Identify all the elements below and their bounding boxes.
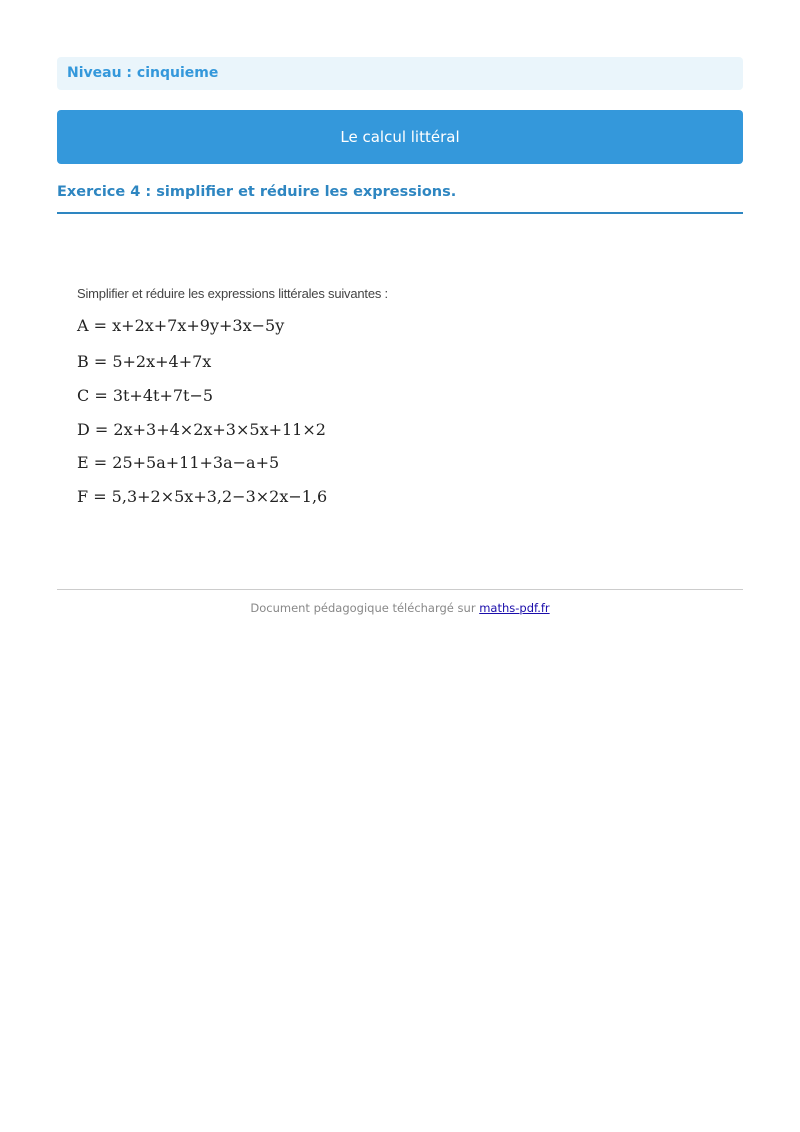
exercise-image [77, 286, 477, 506]
expression-d: D = 2x+3+4×2x+3×5x+11×2 [77, 420, 326, 439]
expression-a: A = x+2x+7x+9y+3x−5y [77, 316, 285, 335]
footer [57, 601, 743, 615]
expression-e: E = 25+5a+11+3a−a+5 [77, 453, 280, 472]
footer-divider [57, 589, 743, 590]
footer-link[interactable]: maths-pdf.fr [479, 601, 550, 615]
exercise-instruction: Simplifier et réduire les expressions littérales suivantes : [77, 286, 388, 301]
page-title: Le calcul littéral [57, 110, 743, 164]
expression-b: B = 5+2x+4+7x [77, 352, 212, 371]
level-banner: Niveau : cinquieme [57, 57, 743, 90]
expression-c: C = 3t+4t+7t−5 [77, 386, 214, 405]
exercise-title: Exercice 4 : simplifier et réduire les expressions. [57, 184, 743, 214]
footer-text: Document pédagogique téléchargé sur [250, 601, 480, 615]
expression-f: F = 5,3+2×5x+3,2−3×2x−1,6 [77, 487, 328, 506]
